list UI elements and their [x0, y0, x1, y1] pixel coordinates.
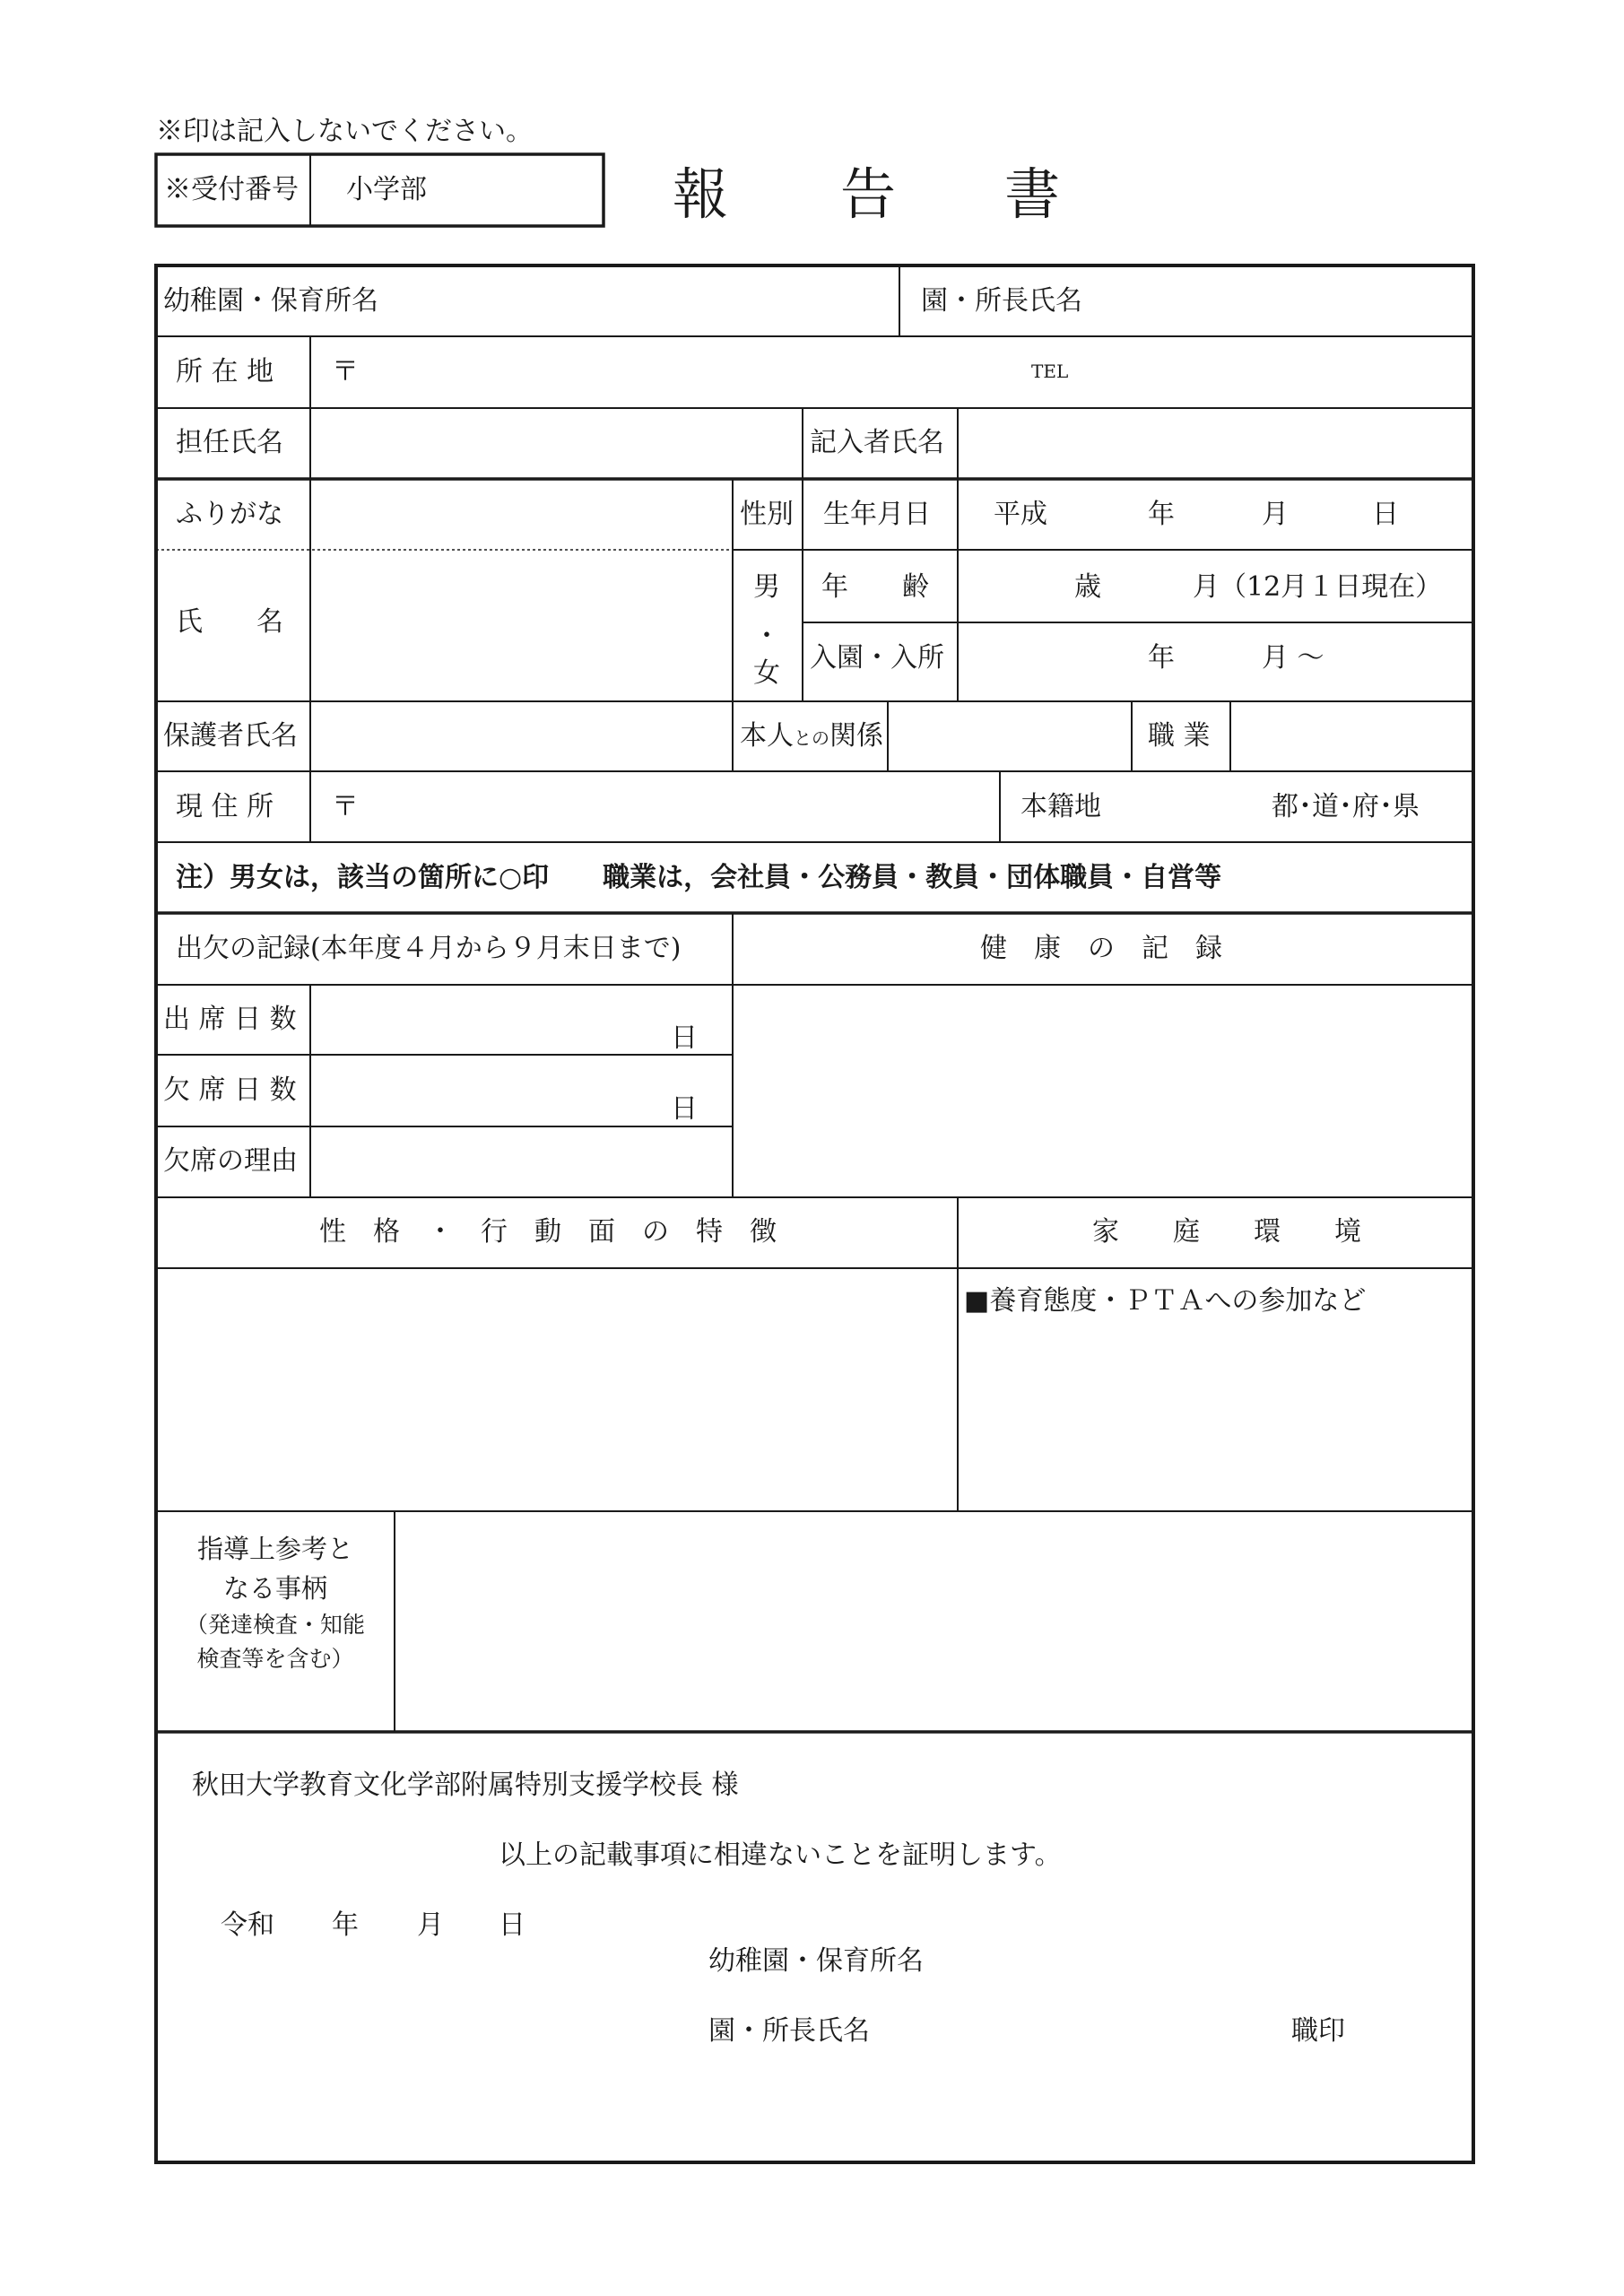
attend-days-field[interactable] [312, 987, 731, 1053]
birth-year-unit: 年 [1148, 499, 1175, 530]
writer-name-field[interactable] [960, 410, 1472, 477]
domicile-label: 本籍地 [1020, 791, 1101, 822]
entry-month-unit: 月 〜 [1262, 642, 1324, 674]
title-char-3: 書 [1004, 161, 1061, 227]
certification-addressee: 秋田大学教育文化学部附属特別支援学校長 様 [192, 1770, 739, 1801]
furigana-field[interactable] [312, 481, 731, 548]
cert-day-unit: 日 [499, 1909, 525, 1941]
cert-kindergarten-name-label: 幼稚園・保育所名 [708, 1945, 924, 1977]
health-record-field[interactable] [734, 987, 1472, 1196]
residence-postal-mark: 〒 [332, 791, 359, 822]
cert-era: 令和 [221, 1909, 274, 1941]
health-header: 健 康 の 記 録 [980, 933, 1222, 964]
title-char-2: 告 [840, 161, 897, 227]
domicile-field[interactable] [1002, 773, 1472, 840]
cert-director-name-label: 園・所長氏名 [708, 2015, 870, 2047]
birthdate-label: 生年月日 [823, 499, 931, 530]
relation-label [740, 720, 883, 752]
guidance-label-line2: なる事柄 [222, 1573, 327, 1604]
sex-label: 性別 [740, 499, 794, 530]
occupation-label: 職 業 [1148, 720, 1211, 752]
birth-era: 平成 [994, 499, 1047, 530]
relation-label-c: 関係 [829, 720, 883, 752]
teacher-name-field[interactable] [312, 410, 801, 477]
form-note: 注）男女は，該当の箇所に○印 職業は，会社員・公務員・教員・団体職員・自営等 [176, 862, 1222, 893]
receipt-number-label: ※受付番号 [164, 174, 299, 205]
attend-days-unit: 日 [671, 1022, 698, 1054]
guardian-name-label: 保護者氏名 [163, 720, 298, 752]
age-month-note: 月（12月１日現在） [1193, 571, 1443, 603]
occupation-field[interactable] [1232, 703, 1472, 770]
sex-female-option[interactable]: 女 [753, 657, 780, 689]
address-label: 所 在 地 [176, 356, 274, 387]
cert-year-unit: 年 [332, 1909, 359, 1941]
kindergarten-name-label: 幼稚園・保育所名 [163, 285, 378, 317]
address-field[interactable] [312, 338, 1472, 406]
guidance-label [158, 1529, 393, 1676]
instruction-note: ※印は記入しないでください。 [156, 116, 533, 147]
guidance-label-line3: （発達検査・知能 [185, 1612, 365, 1638]
prefecture-options: 都･道･府･県 [1272, 791, 1420, 822]
age-label: 年 齢 [821, 571, 929, 603]
postal-mark: 〒 [332, 356, 359, 387]
age-years-unit: 歳 [1074, 571, 1101, 603]
cert-month-unit: 月 [417, 1909, 444, 1941]
title-char-1: 報 [673, 161, 729, 227]
residence-label: 現 住 所 [176, 791, 274, 822]
guidance-label-line1: 指導上参考と [196, 1534, 353, 1564]
family-item: ■養育態度・ＰＴＡへの参加など [964, 1285, 1367, 1317]
guidance-field[interactable] [396, 1513, 1472, 1730]
absence-reason-label: 欠席の理由 [163, 1145, 298, 1177]
sex-separator: ・ [753, 621, 780, 652]
relation-label-b: との [794, 727, 829, 749]
entry-label: 入園・入所 [810, 642, 944, 674]
guidance-label-line4: 検査等を含む） [196, 1646, 354, 1672]
attend-days-label: 出 席 日 数 [163, 1004, 297, 1035]
birth-month-unit: 月 [1262, 499, 1289, 530]
entry-year-unit: 年 [1148, 642, 1175, 674]
director-name-label: 園・所長氏名 [921, 285, 1082, 317]
relation-field[interactable] [890, 703, 1130, 770]
relation-label-a: 本人 [740, 720, 794, 752]
tel-label: TEL [1031, 361, 1069, 382]
child-name-field[interactable] [312, 552, 731, 700]
absence-reason-field[interactable] [312, 1128, 731, 1196]
writer-name-label: 記入者氏名 [810, 427, 944, 458]
kindergarten-name-field[interactable] [158, 267, 898, 335]
birth-day-unit: 日 [1372, 499, 1399, 530]
character-header: 性 格 ・ 行 動 面 の 特 徴 [319, 1216, 777, 1248]
cert-kindergarten-name-field[interactable] [951, 1937, 1435, 1982]
family-field[interactable] [960, 1270, 1472, 1509]
family-header: 家 庭 環 境 [1092, 1216, 1361, 1248]
residence-field[interactable] [312, 773, 998, 840]
guardian-name-field[interactable] [312, 703, 731, 770]
absent-days-label: 欠 席 日 数 [163, 1074, 297, 1106]
director-name-field[interactable] [901, 267, 1472, 335]
receipt-number-value: 小学部 [346, 174, 427, 205]
certification-statement: 以上の記載事項に相違ないことを証明します。 [499, 1839, 1062, 1871]
teacher-name-label: 担任氏名 [176, 427, 283, 458]
attendance-header: 出欠の記録(本年度４月から９月末日まで) [176, 933, 682, 964]
seal-label: 職印 [1291, 2015, 1345, 2047]
absent-days-field[interactable] [312, 1057, 731, 1125]
furigana-label: ふりがな [176, 499, 283, 530]
absent-days-unit: 日 [671, 1093, 698, 1125]
sex-male-option[interactable]: 男 [753, 571, 780, 603]
character-field[interactable] [158, 1270, 956, 1509]
child-name-label: 氏 名 [176, 606, 283, 638]
cert-director-name-field[interactable] [897, 2007, 1273, 2052]
